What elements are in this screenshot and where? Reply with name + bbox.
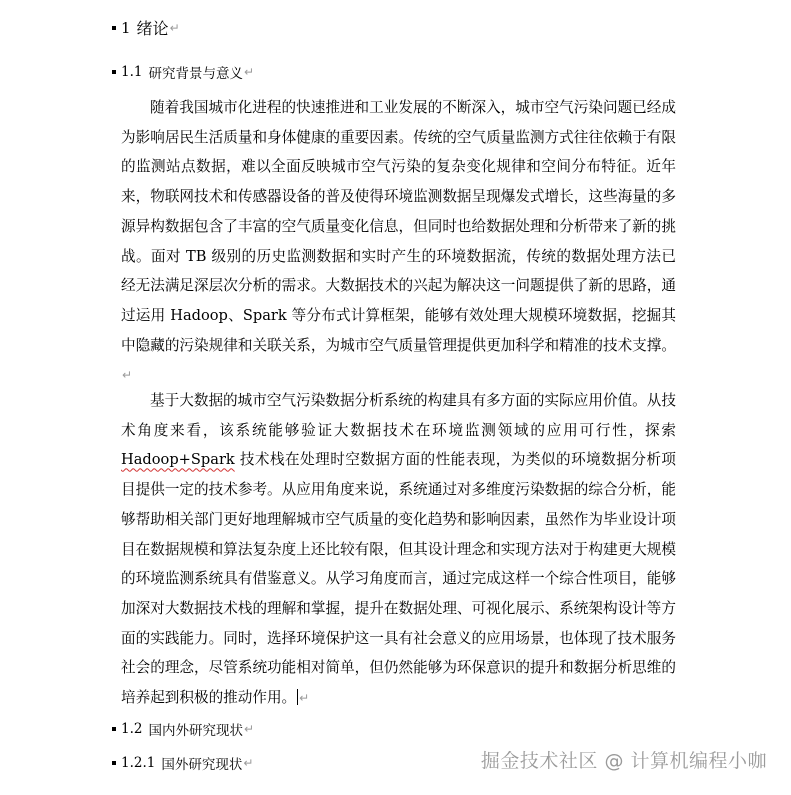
paragraph-mark-icon: ↵ <box>243 722 255 736</box>
paragraph-text-end: 技术栈在处理时空数据方面的性能表现，为类似的环境数据分析项目提供一定的技术参考。从应用角度来说，系统通过对多维度污染数据的综合分析，能够帮助相关部门更好地理解城市空气质量的变化趋势和影响因素，虽然作为毕业设计项目在数据规模和算法复杂度上还比较有限，但其设计理念和实现方法对于构建更大规模的环境监测系统具有借鉴意义。从学习角度而言，通过完成这样一个综合性项目，能够加深对大数据技术栈的理解和掌握，提升在数据处理、可视化展示、系统架构设计等方面的实践能力。同时，选择环境保护这一具有社会意义的应用场景，也体现了技术服务社会的理念，尽管系统功能相对简单，但仍然能够为环保意识的提升和数据分析思维的培养起到积极的推动作用。 <box>121 451 676 707</box>
paragraph-mark-icon: ↵ <box>299 691 310 706</box>
text-cursor <box>297 689 298 705</box>
heading-title: 国内外研究现状 <box>148 723 243 739</box>
heading-1-1[interactable] <box>112 62 254 82</box>
paragraph-mark-icon: ↵ <box>169 20 180 35</box>
list-bullet <box>112 26 116 30</box>
heading-title: 绪论 <box>136 19 169 38</box>
watermark: 掘金技术社区 @ 计算机编程小咖 <box>480 750 767 772</box>
list-bullet <box>112 70 116 74</box>
paragraph-mark-icon: ↵ <box>122 368 133 383</box>
heading-title: 国外研究现状 <box>161 757 243 773</box>
list-bullet <box>112 727 116 731</box>
list-bullet <box>112 761 116 765</box>
body-paragraph-1[interactable] <box>121 93 676 391</box>
paragraph-text-start: 基于大数据的城市空气污染数据分析系统的构建具有多方面的实际应用价值。从技术角度来看，该系统能够验证大数据技术在环境监测领域的应用可行性，探索 <box>121 392 676 439</box>
heading-number: 1.1 <box>121 64 143 80</box>
heading-title: 研究背景与意义 <box>148 66 243 82</box>
heading-number: 1.2.1 <box>121 755 156 771</box>
spellcheck-flagged-word[interactable]: Hadoop+Spark <box>121 451 235 469</box>
body-paragraph-2[interactable] <box>121 386 676 714</box>
heading-1[interactable] <box>112 16 180 39</box>
heading-1-2-1[interactable] <box>112 753 253 773</box>
paragraph-mark-icon: ↵ <box>243 756 254 770</box>
heading-number: 1 <box>121 18 131 37</box>
paragraph-mark-icon: ↵ <box>243 65 255 79</box>
paragraph-text: 随着我国城市化进程的快速推进和工业发展的不断深入，城市空气污染问题已经成为影响居民生活质量和身体健康的重要因素。传统的空气质量监测方式往往依赖于有限的监测站点数据，难以全面反映城市空气污染的复杂变化规律和空间分布特征。近年来，物联网技术和传感器设备的普及使得环境监测数据呈现爆发式增长，这些海量的多源异构数据包含了丰富的空气质量变化信息，但同时也给数据处理和分析带来了新的挑战。面对 TB 级别的历史监测数据和实时产生的环境数据流，传统的数据处理方法已经无法满足深层次分析的需求。大数据技术的兴起为解决这一问题提供了新的思路，通过运用 Hadoop、Spark 等分布式计算框架，能够有效处理大规模环境数据，挖掘其中隐藏的污染规律和关联关系，为城市空气质量管理提供更加科学和精准的技术支撑。 <box>121 99 676 354</box>
heading-1-2[interactable] <box>112 719 254 739</box>
heading-number: 1.2 <box>121 721 143 737</box>
